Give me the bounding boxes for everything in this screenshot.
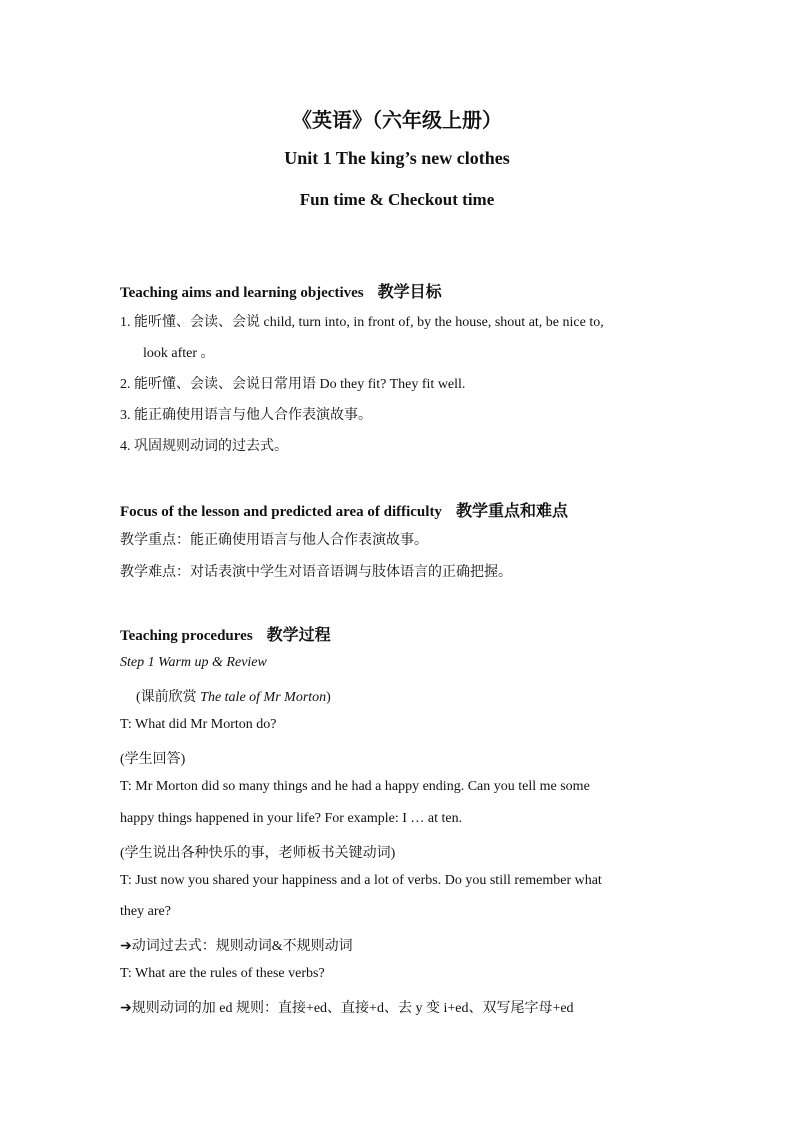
focus-heading xyxy=(120,498,568,521)
focus-key: 教学重点：能正确使用语言与他人合作表演故事。 xyxy=(120,533,428,548)
procedure-line: T: Just now you shared your happiness and a lot of verbs. Do you still remember what xyxy=(120,873,602,888)
preview-suffix: ) xyxy=(326,690,331,705)
document-title: 《英语》（六年级上册） xyxy=(292,110,502,132)
preview-prefix: (课前欣赏 xyxy=(136,690,201,705)
lesson-title: Fun time & Checkout time xyxy=(299,190,495,209)
procedure-line: (学生说出各种快乐的事，老师板书关键动词) xyxy=(120,846,396,861)
procedure-line: T: What did Mr Morton do? xyxy=(120,717,277,732)
procedure-line: ➔规则动词的加 ed 规则：直接+ed、直接+d、去 y 变 i+ed、双写尾字母+ed xyxy=(120,1001,574,1016)
aims-item-4: 4. 巩固规则动词的过去式。 xyxy=(120,439,288,454)
step1-heading: Step 1 Warm up & Review xyxy=(120,655,267,670)
aims-item-1: 1. 能听懂、会读、会说 child, turn into, in front of, by the house, shout at, be nice to, xyxy=(120,315,604,330)
procedures-heading-en: Teaching procedures xyxy=(120,628,253,644)
procedures-heading-cn: 教学过程 xyxy=(266,627,331,644)
aims-item-2: 2. 能听懂、会读、会说日常用语 Do they fit? They fit well. xyxy=(120,377,466,392)
aims-heading-cn: 教学目标 xyxy=(377,284,442,301)
procedures-heading xyxy=(120,622,331,645)
aims-item-1-cont: look after 。 xyxy=(143,346,215,361)
aims-heading xyxy=(120,279,442,302)
focus-heading-cn: 教学重点和难点 xyxy=(455,503,568,520)
aims-heading-en: Teaching aims and learning objectives xyxy=(120,285,364,301)
aims-item-3: 3. 能正确使用语言与他人合作表演故事。 xyxy=(120,408,372,423)
focus-difficulty: 教学难点：对话表演中学生对语音语调与肢体语言的正确把握。 xyxy=(120,565,512,580)
procedure-line: they are? xyxy=(120,904,171,919)
procedure-line: (学生回答) xyxy=(120,752,186,767)
procedure-line: T: What are the rules of these verbs? xyxy=(120,966,325,981)
procedure-line: happy things happened in your life? For example: I … at ten. xyxy=(120,811,463,826)
focus-heading-en: Focus of the lesson and predicted area of difficulty xyxy=(120,504,442,520)
procedure-line: ➔动词过去式：规则动词&不规则动词 xyxy=(120,939,353,954)
unit-title: Unit 1 The king’s new clothes xyxy=(284,148,510,168)
preview-title: The tale of Mr Morton xyxy=(200,690,327,705)
preview-note xyxy=(136,686,331,706)
procedure-line: T: Mr Morton did so many things and he had a happy ending. Can you tell me some xyxy=(120,779,590,794)
